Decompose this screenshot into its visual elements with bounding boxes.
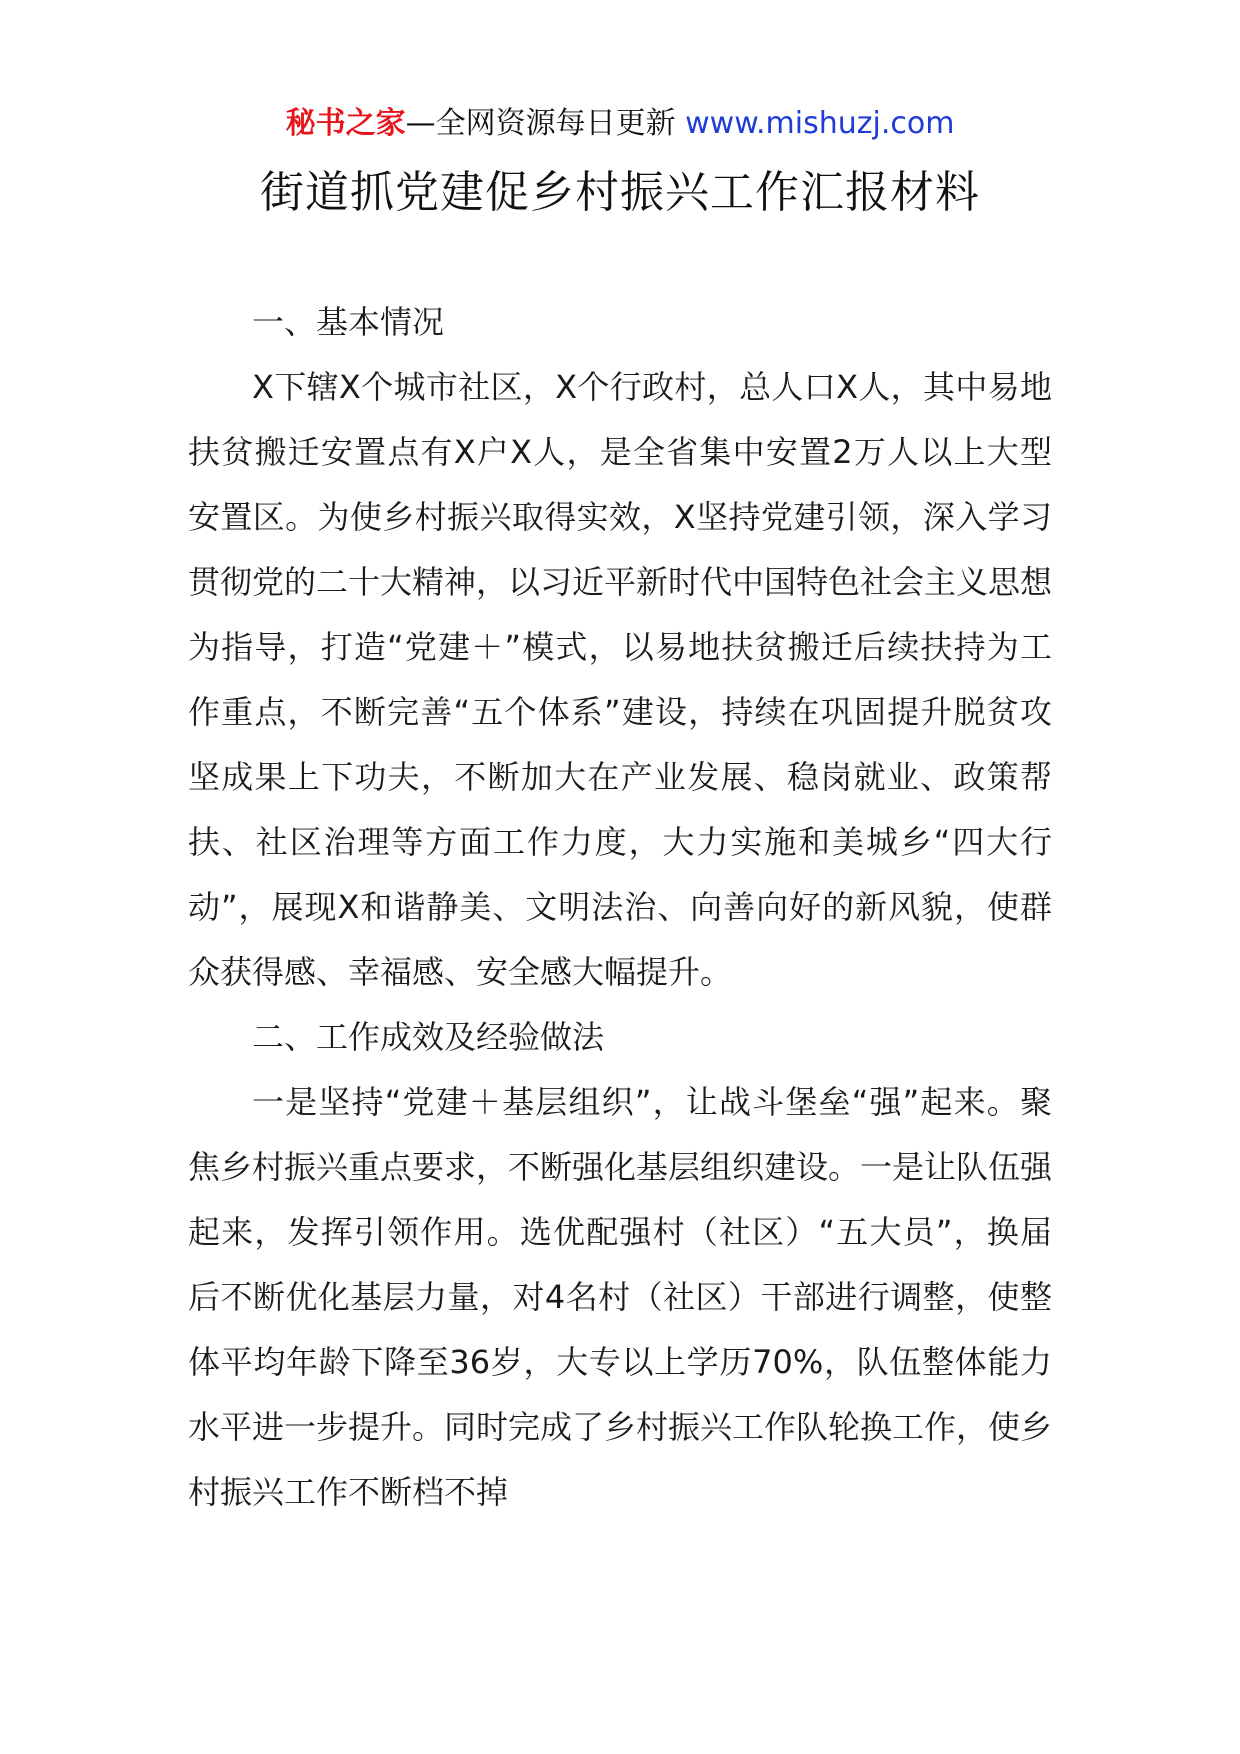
document-title: 街道抓党建促乡村振兴工作汇报材料	[260, 167, 980, 218]
document-body	[188, 290, 1052, 1525]
header-tagline: —全网资源每日更新	[405, 106, 686, 141]
section-heading-basic-info: 一、基本情况	[252, 303, 445, 341]
site-header	[0, 104, 1240, 144]
site-url-link[interactable]: www.mishuzj.com	[685, 106, 955, 141]
section-heading-achievements: 二、工作成效及经验做法	[252, 1018, 605, 1056]
brand-name: 秘书之家	[285, 106, 406, 141]
paragraph-basic-info: X下辖X个城市社区，X个行政村，总人口X人，其中易地扶贫搬迁安置点有X户X人，是全省集中安置2万人以上大型安置区。为使乡村振兴取得实效，X坚持党建引领，深入学习贯彻党的二十大精神，以习近平新时代中国特色社会主义思想为指导，打造“党建＋”模式，以易地扶贫搬迁后续扶持为工作重点，不断完善“五个体系”建设，持续在巩固提升脱贫攻坚成果上下功夫，不断加大在产业发展、稳岗就业、政策帮扶、社区治理等方面工作力度，大力实施和美城乡“四大行动”，展现X和谐静美、文明法治、向善向好的新风貌，使群众获得感、幸福感、安全感大幅提升。	[188, 368, 1053, 991]
paragraph-achievements: 一是坚持“党建＋基层组织”，让战斗堡垒“强”起来。聚焦乡村振兴重点要求，不断强化基层组织建设。一是让队伍强起来，发挥引领作用。选优配强村（社区）“五大员”，换届后不断优化基层力量，对4名村（社区）干部进行调整，使整体平均年龄下降至36岁，大专以上学历70%，队伍整体能力水平进一步提升。同时完成了乡村振兴工作队轮换工作，使乡村振兴工作不断档不掉	[188, 1083, 1053, 1511]
